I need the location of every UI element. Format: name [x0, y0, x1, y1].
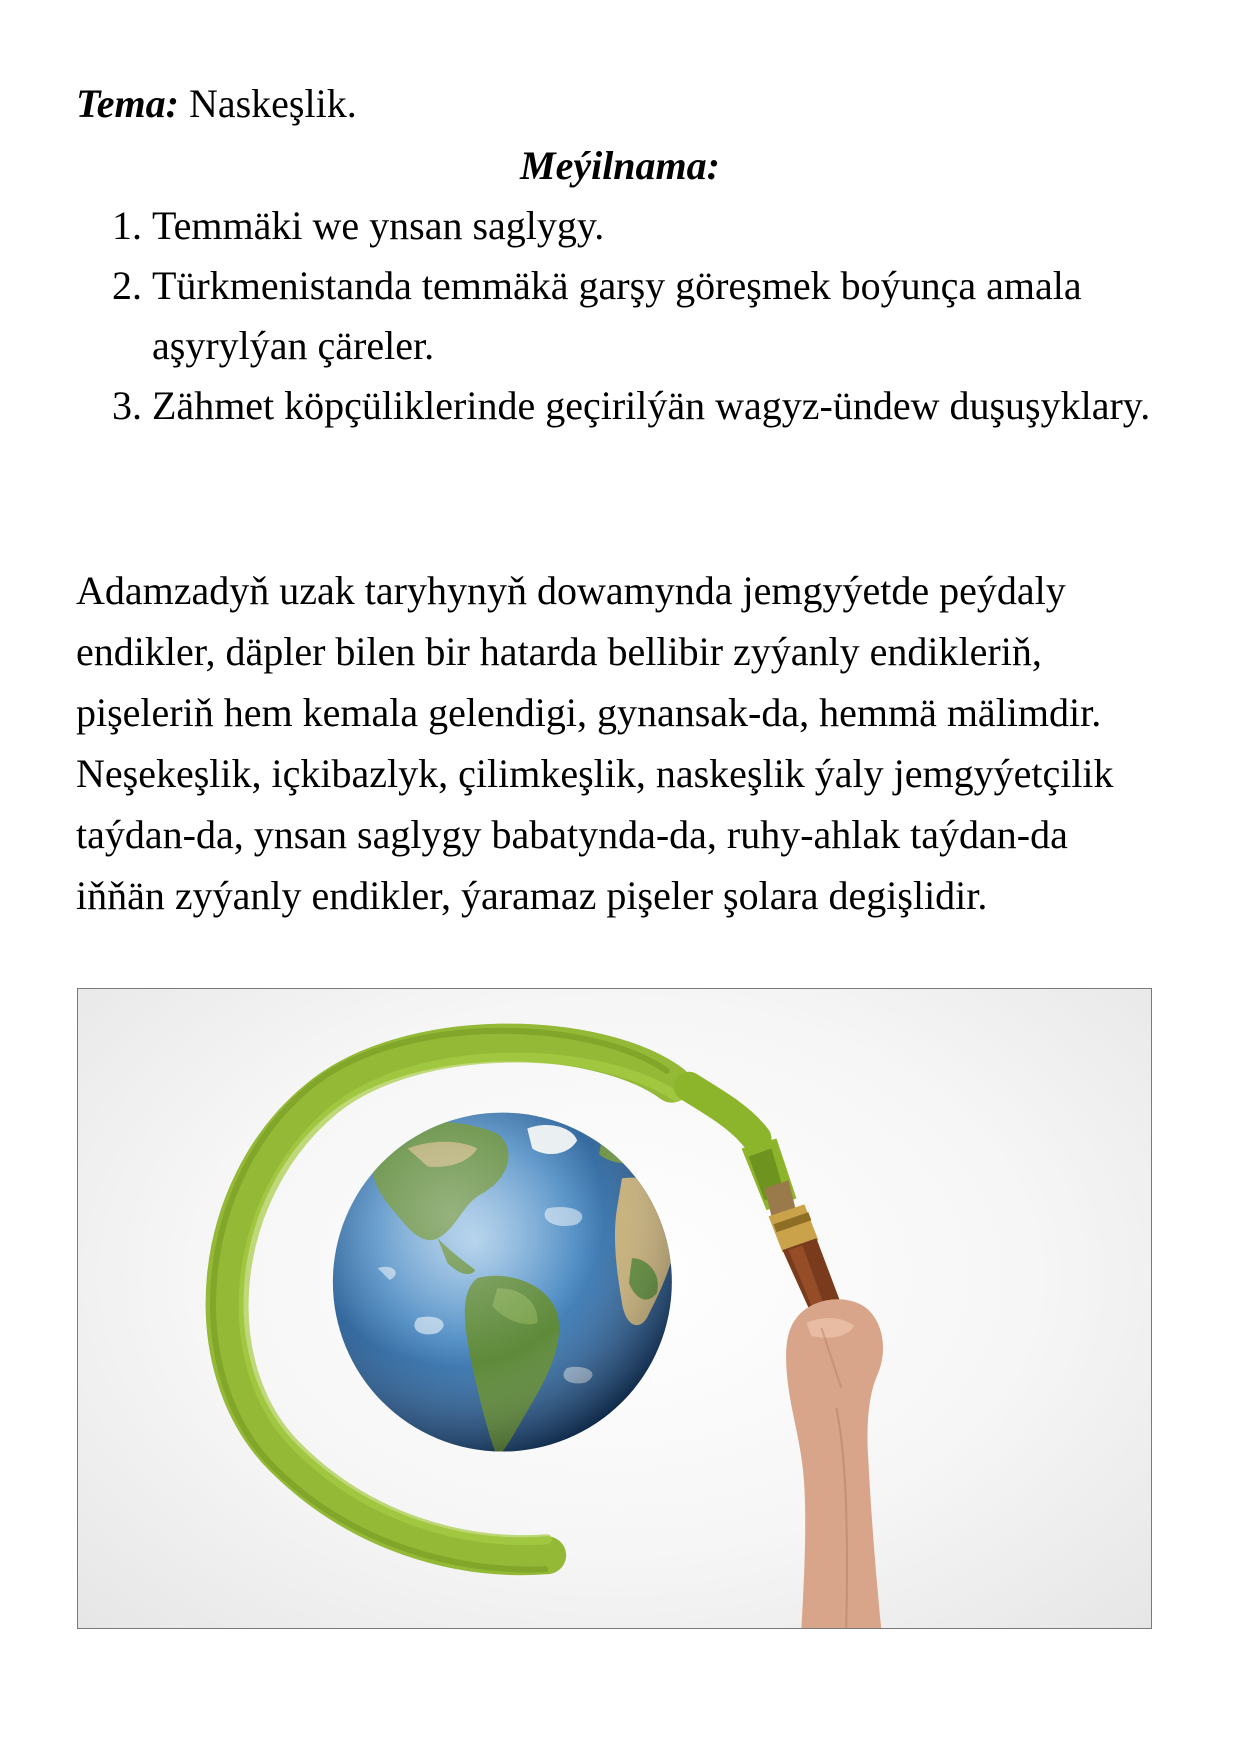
plan-item-number: 3.	[112, 383, 142, 428]
topic-label: Tema:	[76, 81, 179, 126]
plan-item-number: 2.	[112, 263, 142, 308]
globe-icon	[333, 1113, 677, 1458]
plan-item-number: 1.	[112, 203, 142, 248]
plan-item-text: Zähmet köpçüliklerinde geçirilýän wagyz-ündew duşuşyklary.	[152, 383, 1151, 428]
topic-line	[76, 78, 357, 130]
earth-illustration	[77, 988, 1152, 1629]
plan-item-1	[112, 196, 1162, 256]
earth-illustration-svg	[78, 989, 1151, 1628]
plan-item-3	[112, 376, 1162, 436]
plan-item-text: Temmäki we ynsan saglygy.	[152, 203, 605, 248]
hand-icon	[786, 1299, 883, 1628]
intro-paragraph: Adamzadyň uzak taryhynyň dowamynda jemgyýetde peýdaly endikler, däpler bilen bir hatarda bellibir zyýanly endikleriň, pişeleriň hem kemala gelendigi, gynansak-da, hemmä mälimdir. Neşekeşlik, içkibazlyk, çilimkeşlik, naskeşlik ýaly jemgyýetçilik taýdan-da, ynsan saglygy babatynda-da, ruhy-ahlak taýdan-da iňňän zyýanly endikler, ýaramaz pişeler şolara degişlidir.	[76, 568, 1114, 918]
plan-item-2	[112, 256, 1162, 376]
topic-value: Naskeşlik.	[188, 81, 357, 126]
plan-list	[112, 196, 1162, 436]
plan-item-text: Türkmenistanda temmäkä garşy göreşmek boýunça amala aşyrylýan çäreler.	[152, 263, 1082, 368]
plan-heading: Meýilnama:	[520, 143, 720, 188]
